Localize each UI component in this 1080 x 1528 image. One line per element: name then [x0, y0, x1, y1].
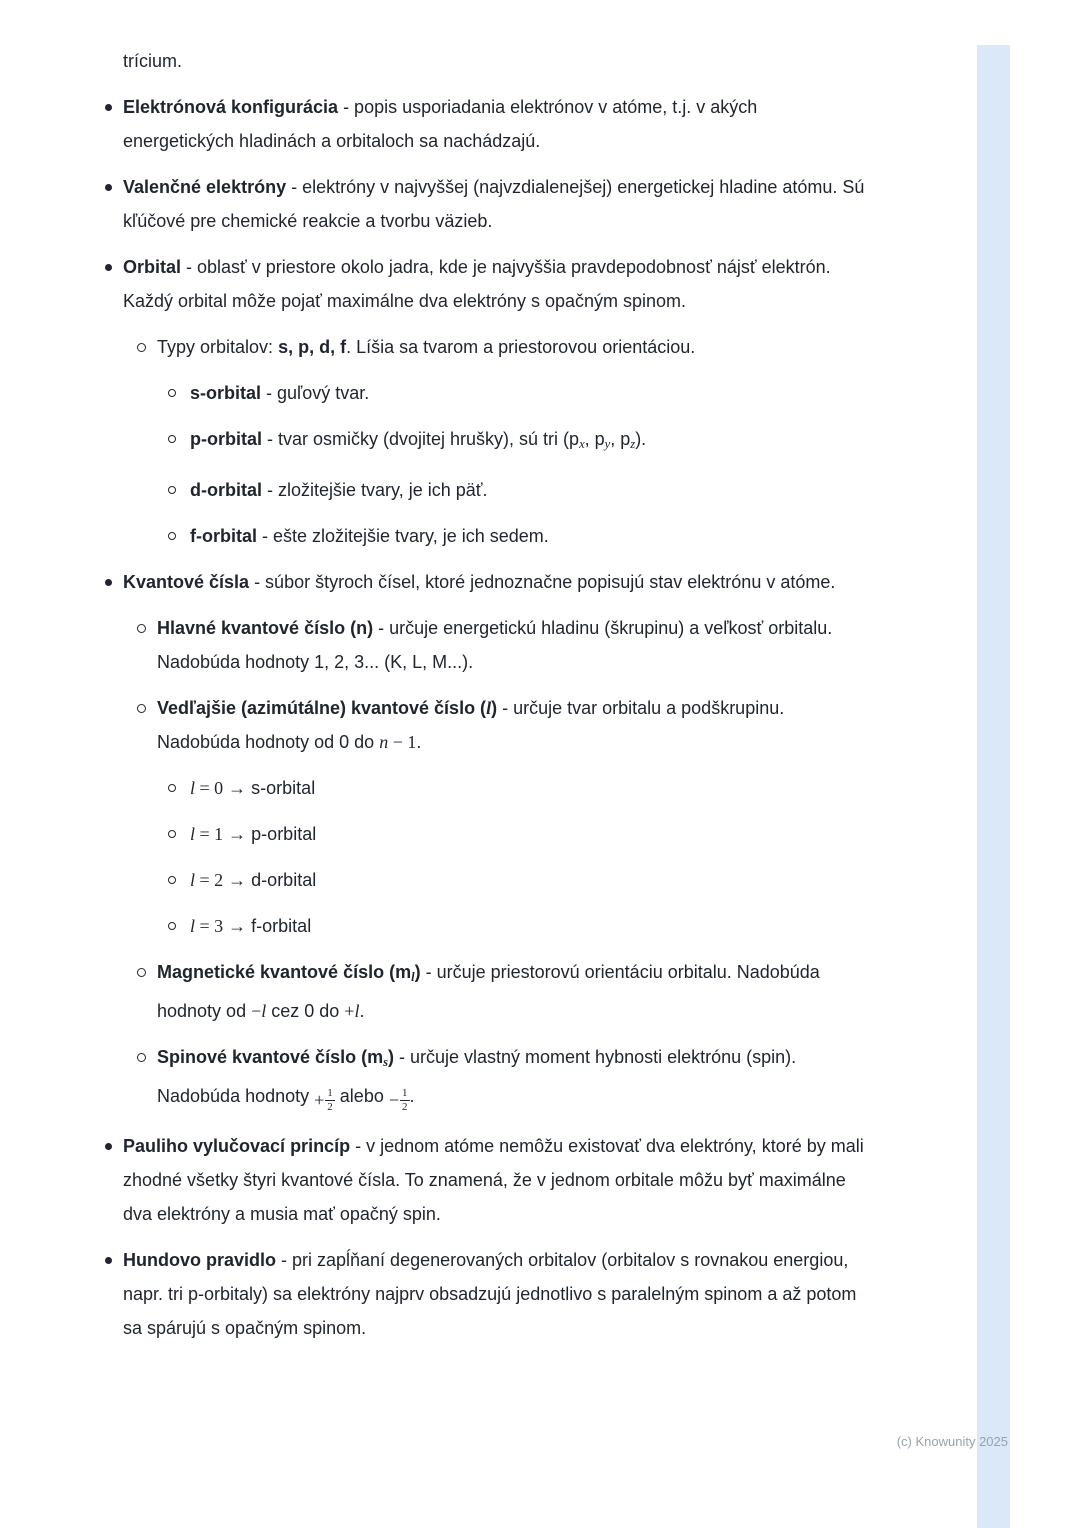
text-segment: l [190, 916, 196, 937]
text-segment: Kvantové čísla [123, 572, 250, 593]
list-item-text [123, 177, 869, 231]
list-item-text [123, 97, 762, 151]
text-segment: → p-orbital [223, 824, 317, 845]
text-segment: = 1 [195, 824, 224, 845]
list-item [104, 44, 866, 78]
text-segment: → f-orbital [223, 916, 312, 937]
bullet-disc-icon [105, 184, 112, 191]
list-item [104, 691, 866, 759]
text-segment: = 3 [195, 916, 224, 937]
text-segment: Spinové kvantové číslo (m [157, 1047, 384, 1068]
watermark: (c) Knowunity 2025 [896, 1434, 1008, 1449]
text-segment: Valenčné elektróny [123, 177, 287, 197]
list-item [104, 1243, 866, 1345]
text-segment: - pri zapĺňaní degenerovaných orbitalov (orbitalov s rovnakou energiou, napr. tri p-orbitaly) sa elektróny najprv obsadzujú jednotlivo s paralelným spinom a až potom sa spárujú s opačným spinom. [123, 1250, 862, 1339]
text-segment: x [579, 437, 585, 452]
bullet-disc-icon [105, 579, 112, 586]
text-segment: + [344, 1001, 355, 1022]
text-segment: . [359, 1001, 365, 1022]
bullet-circle-icon [137, 624, 146, 633]
text-segment: l [411, 970, 415, 985]
text-segment: ) [414, 962, 421, 983]
text-segment: Pauliho vylučovací princíp [123, 1136, 351, 1157]
list-item [104, 817, 866, 851]
text-segment: - popis usporiadania elektrónov v atóme, t.j. v akých energetických hladinách a orbitaloch sa nachádzajú. [123, 97, 763, 151]
text-segment: - guľový tvar. [261, 383, 370, 403]
list-item-text [190, 480, 488, 500]
list-item [104, 473, 866, 507]
list-item-text [190, 870, 316, 890]
text-segment: cez 0 do [266, 1001, 345, 1022]
fraction-numerator: 1 [327, 1086, 333, 1099]
bullet-circle-icon [137, 1053, 146, 1062]
text-segment: l [261, 1001, 267, 1022]
text-segment: ) [491, 698, 498, 719]
text-segment: - tvar osmičky (dvojitej hrušky), sú tri (p [262, 429, 580, 449]
list-item [104, 909, 866, 943]
list-item-text [123, 572, 835, 592]
list-item-text [190, 429, 647, 452]
text-segment: → s-orbital [223, 778, 316, 799]
text-segment: Vedľajšie (azimútálne) kvantové číslo ( [157, 698, 487, 719]
bullet-disc-icon [105, 1143, 112, 1150]
list-item [104, 955, 866, 1028]
list-item-text [157, 618, 837, 672]
text-segment: f-orbital [190, 526, 257, 547]
text-segment: Typy orbitalov: [157, 337, 279, 357]
text-segment: Elektrónová konfigurácia [123, 97, 339, 117]
bullet-circle-icon [168, 486, 176, 494]
fraction-denominator: 2 [402, 1100, 408, 1113]
text-segment: n [379, 732, 389, 753]
bullet-circle-icon [137, 343, 146, 352]
text-segment: l [354, 1001, 360, 1022]
list-item [104, 250, 866, 318]
text-segment: . Líšia sa tvarom a priestorovou orientáciou. [346, 337, 696, 357]
text-segment: - určuje priestorovú orientáciu orbitalu. Nadobúda hodnoty od [157, 962, 825, 1022]
list-item-text [190, 526, 549, 546]
text-segment: alebo [334, 1086, 389, 1107]
text-segment: ). [635, 429, 647, 449]
text-segment: - ešte zložitejšie tvary, je ich sedem. [257, 526, 549, 547]
fraction [389, 1083, 410, 1117]
fraction-denominator: 2 [327, 1100, 333, 1113]
text-segment: Hundovo pravidlo [123, 1250, 276, 1271]
page-edge-decoration-bar [977, 45, 1010, 1528]
list-item [104, 519, 866, 553]
bullet-circle-icon [168, 922, 176, 930]
text-segment: - oblasť v priestore okolo jadra, kde je najvyššia pravdepodobnosť nájsť elektrón. Každý orbital môže pojať maximálne dva elektróny s opačným spinom. [123, 257, 836, 311]
text-segment: s-orbital [190, 383, 262, 403]
list-item-text [123, 51, 182, 71]
fraction [314, 1083, 335, 1117]
list-item [104, 90, 866, 158]
list-item-text [123, 257, 836, 311]
fraction-sign: − [388, 1090, 399, 1111]
text-segment: = 2 [195, 870, 224, 891]
text-segment: l [190, 824, 196, 845]
list-item-text [123, 1136, 869, 1224]
text-segment: y [604, 437, 611, 452]
list-item [104, 422, 866, 461]
fraction-sign: + [314, 1090, 325, 1111]
list-item [104, 565, 866, 599]
text-segment: l [486, 698, 492, 719]
text-segment: Orbital [123, 257, 182, 277]
list-item-text [157, 1047, 802, 1113]
text-segment: , p [610, 429, 631, 449]
list-item [104, 863, 866, 897]
text-segment: p-orbital [190, 429, 262, 449]
text-segment: - určuje vlastný moment hybnosti elektrónu (spin). Nadobúda hodnoty [157, 1047, 802, 1107]
text-segment: s [383, 1055, 388, 1070]
list-item-text [190, 916, 311, 936]
text-segment: trícium. [123, 51, 183, 71]
text-segment: = 0 [195, 778, 224, 799]
bullet-circle-icon [168, 784, 176, 792]
text-segment: z [630, 437, 636, 452]
text-segment: - súbor štyroch čísel, ktoré jednoznačne popisujú stav elektrónu v atóme. [249, 572, 836, 593]
list-item-text [190, 383, 369, 403]
list-item-text [157, 337, 695, 357]
notes-list [104, 44, 870, 1357]
text-segment: − [251, 1001, 262, 1022]
text-segment: l [190, 778, 196, 799]
list-item-text [123, 1250, 861, 1338]
text-segment: - určuje energetickú hladinu (škrupinu) a veľkosť orbitalu. Nadobúda hodnoty 1, 2, 3... (K, L, M...). [157, 618, 838, 673]
bullet-disc-icon [105, 264, 112, 271]
text-segment: - zložitejšie tvary, je ich päť. [262, 480, 488, 501]
text-segment: . [409, 1086, 415, 1107]
text-segment: - určuje tvar orbitalu a podškrupinu. Nadobúda hodnoty od 0 do [157, 698, 790, 753]
bullet-circle-icon [137, 968, 146, 977]
text-segment: s, p, d, f [278, 337, 347, 357]
text-segment: - elektróny v najvyššej (najvzdialenejšej) energetickej hladine atómu. Sú kľúčové pre chemické reakcie a tvorbu väzieb. [123, 177, 870, 231]
text-segment: . [416, 732, 422, 753]
text-segment: − 1 [388, 732, 417, 753]
list-item [104, 611, 866, 679]
list-item-text [190, 824, 316, 844]
fraction-numerator: 1 [402, 1086, 408, 1099]
bullet-circle-icon [168, 435, 176, 443]
bullet-disc-icon [105, 104, 112, 111]
list-item [104, 330, 866, 364]
bullet-circle-icon [168, 876, 176, 884]
list-item [104, 1040, 866, 1117]
list-item-text [157, 962, 825, 1021]
list-item-text [157, 698, 789, 752]
bullet-circle-icon [168, 389, 176, 397]
list-item-text [190, 778, 315, 798]
bullet-circle-icon [168, 532, 176, 540]
text-segment: l [190, 870, 196, 891]
bullet-disc-icon [105, 1257, 112, 1264]
list-item [104, 376, 866, 410]
text-segment: Magnetické kvantové číslo (m [157, 962, 412, 983]
list-item [104, 170, 870, 238]
bullet-circle-icon [168, 830, 176, 838]
text-segment: Hlavné kvantové číslo (n) [157, 618, 374, 639]
list-item [104, 771, 866, 805]
text-segment: d-orbital [190, 480, 262, 501]
bullet-circle-icon [137, 704, 146, 713]
text-segment: , p [584, 429, 605, 449]
text-segment: ) [387, 1047, 394, 1068]
text-segment: → d-orbital [223, 870, 317, 891]
text-segment: - v jednom atóme nemôžu existovať dva elektróny, ktoré by mali zhodné všetky štyri kvantové čísla. To znamená, že v jednom orbitale môžu byť maximálne dva elektróny a musia mať opačný spin. [123, 1136, 869, 1225]
list-item [104, 1129, 869, 1231]
